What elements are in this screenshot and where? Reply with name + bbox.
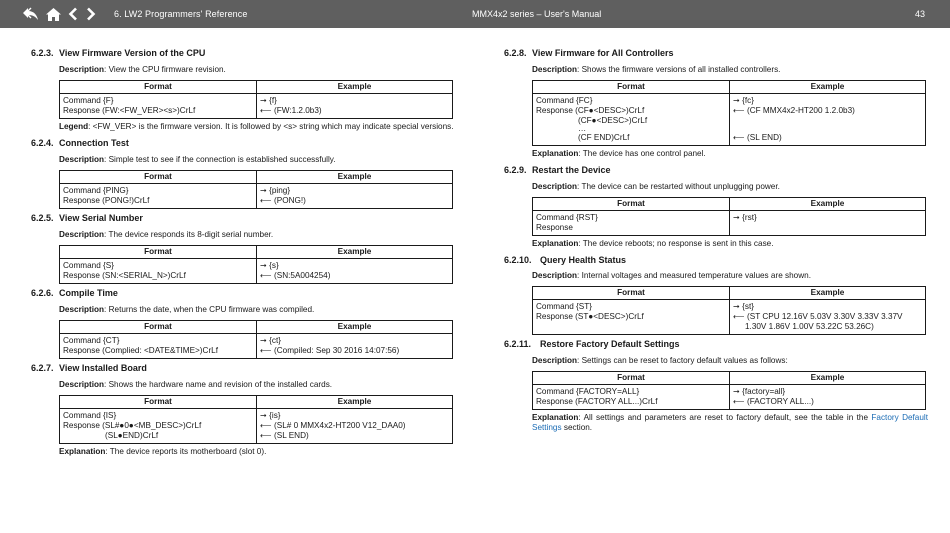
command-table: Format Example Command {FACTORY=ALL} Response (FACTORY ALL...)CrLf ➞ {factory=all} ⟵ (FACTORY ALL...) [532, 371, 926, 410]
description: Description: Internal voltages and measured temperature values are shown. [532, 271, 811, 281]
manual-title: MMX4x2 series – User's Manual [472, 9, 602, 19]
format-cell: Command {CT} Response (Complied: <DATE&TIME>)CrLf [60, 333, 257, 358]
right-column [504, 44, 929, 439]
example-cell: ➞ {ct} ⟵ (Compiled: Sep 30 2016 14:07:56) [257, 333, 453, 358]
chevron-right-icon[interactable] [85, 7, 96, 21]
example-cell: ➞ {f} ⟵ (FW:1.2.0b3) [257, 93, 453, 118]
command-table: Format Example Command {S} Response (SN:<SERIAL_N>)CrLf ➞ {s} ⟵ (SN:5A004254) [59, 245, 453, 284]
explanation: Explanation: All settings and parameters are reset to factory default, see the table in the Factory Default Settings section. [532, 413, 929, 433]
section-6-2-11 [504, 339, 929, 433]
command-table: Format Example Command {RST} Response ➞ {rst} [532, 197, 926, 236]
section-heading: 6.2.5. View Serial Number [31, 212, 143, 223]
section-6-2-3 [31, 48, 456, 132]
format-cell: Command {RST} Response [533, 210, 730, 235]
nav-buttons [22, 5, 96, 23]
section-6-2-9 [504, 165, 929, 249]
section-heading: 6.2.10. Query Health Status [504, 254, 627, 265]
format-cell: Command {F} Response (FW:<FW_VER><s>)CrLf [60, 93, 257, 118]
example-cell: ➞ {fc} ⟵ (CF MMX4x2-HT200 1.2.0b3) ⟵ (SL END) [730, 93, 926, 145]
section-heading: 6.2.7. View Installed Board [31, 362, 147, 373]
section-heading: 6.2.4. Connection Test [31, 137, 129, 148]
left-column [31, 44, 456, 463]
format-cell: Command {ST} Response (ST●<DESC>)CrLf [533, 300, 730, 335]
back-arrow-icon[interactable] [22, 7, 39, 21]
description: Description: Returns the date, when the CPU firmware was compiled. [59, 304, 315, 314]
section-heading: 6.2.8. View Firmware for All Controllers [504, 48, 674, 58]
command-table: Format Example Command {FC} Response (CF●<DESC>)CrLf (CF●<DESC>)CrLf … (CF END)CrLf ➞ {fc} ⟵ (CF MMX4x2-HT200 1.2.0b3) ⟵ (SL END) [532, 80, 926, 146]
description: Description: Settings can be reset to factory default values as follows: [532, 356, 788, 366]
section-6-2-7 [31, 363, 456, 457]
command-table: Format Example Command {CT} Response (Complied: <DATE&TIME>)CrLf ➞ {ct} ⟵ (Compiled: Sep 30 2016 14:07:56) [59, 320, 453, 359]
example-cell: ➞ {s} ⟵ (SN:5A004254) [257, 258, 453, 283]
section-6-2-4 [31, 138, 456, 209]
section-heading: 6.2.9. Restart the Device [504, 164, 611, 175]
description: Description: The device responds its 8-digit serial number. [59, 229, 274, 239]
section-6-2-5 [31, 213, 456, 284]
description: Description: Shows the hardware name and revision of the installed cards. [59, 379, 333, 389]
section-6-2-10 [504, 255, 929, 336]
command-table: Format Example Command {IS} Response (SL#●0●<MB_DESC>)CrLf (SL●END)CrLf ➞ {is} ⟵ (SL# 0 MMX4x2-HT200 V12_DAA0) ⟵ (SL END) [59, 395, 453, 444]
description: Description: Shows the firmware versions of all installed controllers. [532, 64, 781, 74]
format-cell: Command {FC} Response (CF●<DESC>)CrLf (CF●<DESC>)CrLf … (CF END)CrLf [533, 93, 730, 145]
format-cell: Command {PING} Response (PONG!)CrLf [60, 183, 257, 208]
page-number: 43 [914, 9, 925, 19]
example-cell: ➞ {st} ⟵ (ST CPU 12.16V 5.03V 3.30V 3.33V 3.37V 1.30V 1.86V 1.00V 53.22C 53.26C) [730, 300, 926, 335]
section-heading: 6.2.6. Compile Time [31, 287, 118, 298]
example-cell: ➞ {factory=all} ⟵ (FACTORY ALL...) [730, 385, 926, 410]
example-cell: ➞ {is} ⟵ (SL# 0 MMX4x2-HT200 V12_DAA0) ⟵ (SL END) [257, 408, 453, 443]
chapter-title: 6. LW2 Programmers' Reference [114, 9, 248, 19]
section-heading: 6.2.3. View Firmware Version of the CPU [31, 48, 206, 58]
legend: Legend: <FW_VER> is the firmware version. It is followed by <s> string which may indicate special versions. [59, 121, 454, 131]
home-icon[interactable] [45, 7, 62, 22]
format-cell: Command {FACTORY=ALL} Response (FACTORY ALL...)CrLf [533, 385, 730, 410]
command-table: Format Example Command {F} Response (FW:<FW_VER><s>)CrLf ➞ {f} ⟵ (FW:1.2.0b3) [59, 80, 453, 119]
section-6-2-8 [504, 48, 929, 159]
description: Description: View the CPU firmware revision. [59, 64, 226, 74]
section-6-2-6 [31, 288, 456, 359]
factory-default-settings-link[interactable]: Factory Default Settings [532, 413, 929, 433]
command-table: Format Example Command {PING} Response (PONG!)CrLf ➞ {ping} ⟵ (PONG!) [59, 170, 453, 209]
explanation: Explanation: The device reports its motherboard (slot 0). [59, 446, 267, 456]
top-navigation-bar [0, 0, 950, 28]
example-cell: ➞ {rst} [730, 210, 926, 235]
command-table: Format Example Command {ST} Response (ST●<DESC>)CrLf ➞ {st} ⟵ (ST CPU 12.16V 5.03V 3.30V 3.33V 3.37V 1.30V 1.86V 1.00V 53.22C 53.26C) [532, 286, 926, 335]
format-cell: Command {IS} Response (SL#●0●<MB_DESC>)CrLf (SL●END)CrLf [60, 408, 257, 443]
explanation: Explanation: The device reboots; no response is sent in this case. [532, 238, 774, 248]
description: Description: Simple test to see if the connection is established successfully. [59, 154, 336, 164]
format-cell: Command {S} Response (SN:<SERIAL_N>)CrLf [60, 258, 257, 283]
section-heading: 6.2.11. Restore Factory Default Settings [504, 339, 680, 350]
explanation: Explanation: The device has one control panel. [532, 148, 706, 158]
example-cell: ➞ {ping} ⟵ (PONG!) [257, 183, 453, 208]
chevron-left-icon[interactable] [68, 7, 79, 21]
description: Description: The device can be restarted without unplugging power. [532, 181, 780, 191]
